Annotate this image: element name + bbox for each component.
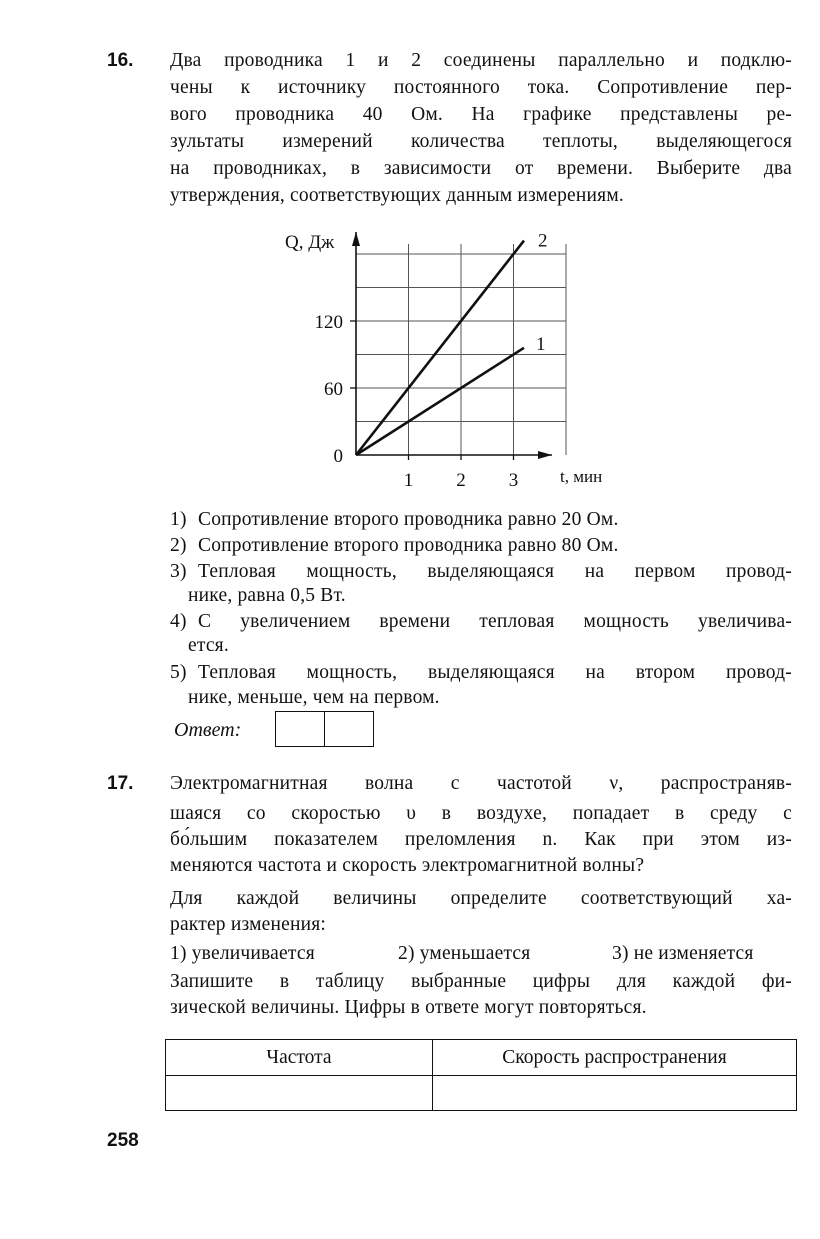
option-3-text: Тепловая мощность, выделяющаяся на первом провод- (198, 561, 792, 582)
x-tick-label: 3 (508, 470, 519, 491)
answer-cell-frequency[interactable] (166, 1076, 433, 1111)
option-3-number: 3) (170, 561, 187, 582)
page-number: 258 (107, 1130, 139, 1151)
problem-17-line: шаяся со скоростью υ в воздухе, попадает в среду с (170, 803, 792, 824)
option-4-text-cont: ется. (188, 635, 229, 656)
choice-unchanged: 3) не изменяется (612, 943, 754, 964)
y-tick-label: 0 (333, 446, 343, 467)
answer-label: Ответ: (174, 719, 242, 741)
x-tick-label: 2 (456, 470, 466, 491)
problem-16-line: вого проводника 40 Ом. На графике представлены ре- (170, 104, 792, 125)
problem-17-instruction: Для каждой величины определите соответствующий ха- (170, 888, 792, 909)
series-label-1: 1 (536, 333, 546, 355)
problem-16-number: 16. (107, 50, 134, 71)
x-axis-arrow (538, 451, 552, 459)
y-tick-label: 120 (314, 312, 343, 333)
x-axis-label: t, мин (560, 467, 603, 486)
series-line-2 (356, 241, 524, 455)
option-1-number: 1) (170, 509, 187, 530)
table-header-speed: Скорость распространения (433, 1040, 797, 1076)
option-5-text-cont: нике, меньше, чем на первом. (188, 687, 440, 708)
answer-cell-1[interactable] (276, 712, 324, 746)
option-2-number: 2) (170, 535, 187, 556)
option-2-text: Сопротивление второго проводника равно 80 Ом. (198, 535, 619, 556)
problem-16-line: Два проводника 1 и 2 соединены параллельно и подклю- (170, 50, 792, 71)
problem-17-line: меняются частота и скорость электромагнитной волны? (170, 855, 645, 876)
series-line-1 (356, 348, 524, 455)
option-4-number: 4) (170, 611, 187, 632)
y-axis-arrow (352, 232, 360, 246)
answer-cell-2[interactable] (324, 712, 373, 746)
problem-17-number: 17. (107, 773, 134, 794)
option-5-text: Тепловая мощность, выделяющаяся на втором провод- (198, 662, 792, 683)
choice-increases: 1) увеличивается (170, 943, 315, 964)
answer-table (165, 1039, 797, 1111)
table-header-frequency: Частота (166, 1040, 433, 1076)
problem-17-final: зической величины. Цифры в ответе могут повторяться. (170, 997, 647, 1018)
option-1-text: Сопротивление второго проводника равно 20 Ом. (198, 509, 619, 530)
option-4-text: С увеличением времени тепловая мощность увеличива- (198, 611, 792, 632)
option-3-text-cont: нике, равна 0,5 Вт. (188, 585, 346, 606)
y-axis-label: Q, Дж (285, 232, 335, 253)
option-5-number: 5) (170, 662, 187, 683)
problem-16-line: на проводниках, в зависимости от времени. Выберите два (170, 158, 792, 179)
problem-17-line: бо́льшим показателем преломления n. Как при этом из- (170, 829, 792, 850)
x-tick-label: 1 (403, 470, 414, 491)
problem-17-instruction: рактер изменения: (170, 914, 327, 935)
problem-16-line: чены к источнику постоянного тока. Сопротивление пер- (170, 77, 792, 98)
choice-decreases: 2) уменьшается (398, 943, 531, 964)
problem-16-line: утверждения, соответствующих данным измерениям. (170, 185, 624, 206)
problem-17-line: Электромагнитная волна с частотой ν, распространяв- (170, 773, 792, 794)
answer-box[interactable] (275, 711, 374, 747)
series-label-2: 2 (538, 230, 548, 252)
heat-vs-time-chart (0, 0, 820, 500)
problem-16-line: зультаты измерений количества теплоты, выделяющегося (170, 131, 792, 152)
problem-17-final: Запишите в таблицу выбранные цифры для каждой фи- (170, 971, 792, 992)
y-tick-label: 60 (324, 379, 343, 400)
answer-cell-speed[interactable] (433, 1076, 797, 1111)
